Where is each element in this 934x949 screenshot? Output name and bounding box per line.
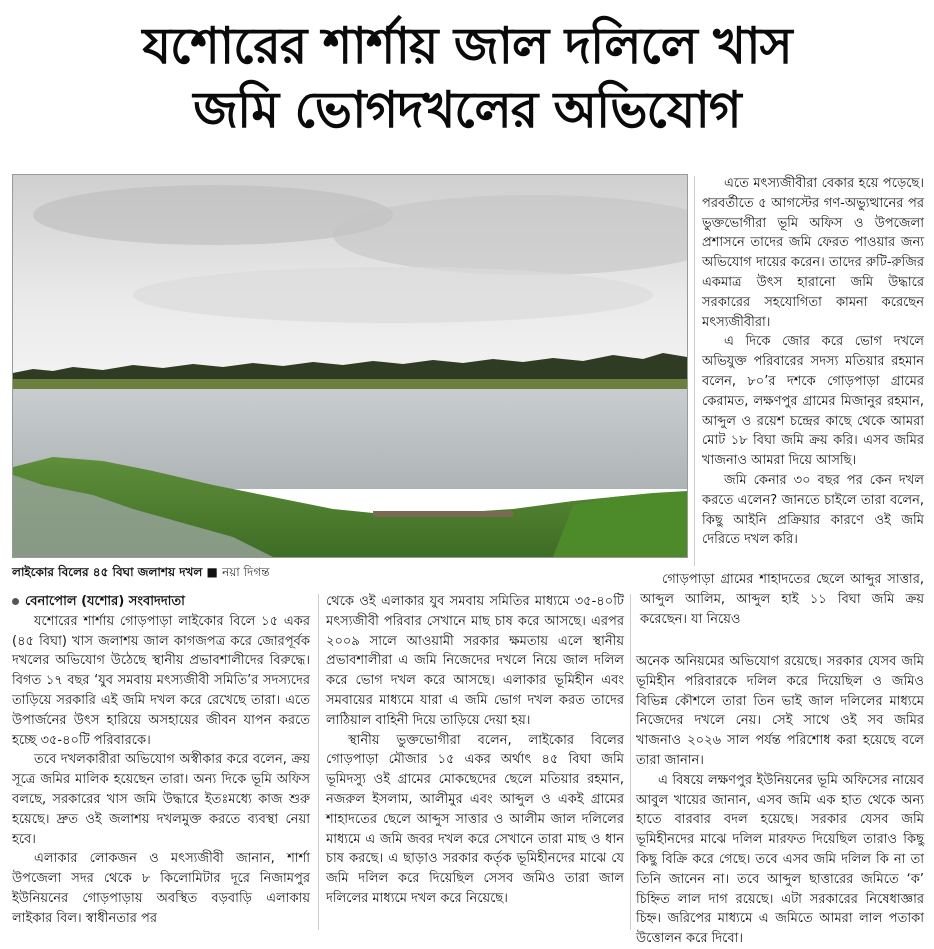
article-column-1 — [12, 592, 310, 929]
paragraph: জমি কেনার ৩০ বছর পর কেন দখল করতে এলেন? জানতে চাইলে তারা বলেন, কিছু আইনি প্রক্রিয়ার কারণে ওই জমি দেরিতে দখল করি। — [702, 472, 924, 548]
column-divider — [630, 594, 631, 930]
news-photo — [12, 174, 688, 558]
byline-bullet-icon — [12, 598, 19, 605]
paragraph: এতে মৎস্যজীবীরা বেকার হয়ে পড়েছে। পরবর্তীতে ৫ আগস্টের গণ-অভ্যুত্থানের পর ভুক্তভোগীরা ভূমি অফিস ও উপজেলা প্রশাসনে তাদের জমি ফেরত পাওয়ার জন্য অভিযোগ দায়ের করেন। তাদের রুটি-রুজির একমাত্র উৎস হারানো জমি উদ্ধারে সরকারের সহযোগিতা কামনা করেছেন মৎস্যজীবীরা। — [702, 176, 924, 330]
paragraph: স্থানীয় ভুক্তভোগীরা বলেন, লাইকোর বিলের গোড়পাড়া মৌজার ১৫ একর অর্থাৎ ৪৫ বিঘা জমি ভূমিদস্যু ওই গ্রামের মোকছেদের ছেলে মতিয়ার রহমান, নজরুল ইসলাম, আলীমুর এবং আব্দুল ও একই গ্রামের শাহাদতের ছেলে আব্দুস সাত্তার ও আলীম জাল দলিলের মাধ্যমে এ জমি জবর দখল করে সেখানে তারা মাছ ও ধান চাষ করছে। এ ছাড়াও সরকার কর্তৃক ভূমিহীনদের মাঝে যে জমি দলিল করে দিয়েছিল সেসব জমিও তারা জাল দলিলের মাধ্যমে দখল করে নিয়েছে। — [326, 732, 624, 906]
headline-line-2: জমি ভোগদখলের অভিযোগ — [193, 81, 741, 139]
photo-caption — [12, 564, 686, 580]
caption-text: লাইকোর বিলের ৪৫ বিঘা জলাশয় দখল — [12, 565, 203, 579]
byline — [12, 592, 310, 612]
article-column-3 — [636, 652, 924, 949]
article-column-right — [702, 174, 924, 550]
column-divider — [318, 594, 319, 930]
byline-text: বেনাপোল (যশোর) সংবাদদাতা — [25, 594, 185, 609]
article-column-2 — [326, 592, 624, 909]
paragraph: এ বিষয়ে লক্ষণপুর ইউনিয়নের ভূমি অফিসের নায়েব আবুল খায়ের জানান, এসব জমি এক হাত থেকে অন্য হাতে বারবার বদল হয়েছে। সরকার যেসব জমি ভূমিহীনদের মাঝে দলিল মারফত দিয়েছিল তারাও কিছু কিছু বিক্রি করে গেছে। তবে এসব জমি দলিল কি না তা তিনি জানেন না। তবে আব্দুল ছাত্তারের জমিতে ‘ক’ চিহ্নিত লাল দাগ রয়েছে। এটা সরকারের নিষেধাজ্ঞার চিহ্ন। জরিপের মাধ্যমে এ জমিতে আমরা লাল পতাকা উত্তোলন করে দিবো। — [636, 772, 924, 947]
paragraph: গোড়পাড়া গ্রামের শাহাদতের ছেলে আব্দুর সাত্তার, আব্দুল আলিম, আব্দুল হাই ১১ বিঘা জমি ক্রয় করেছেন। যা নিয়েও — [640, 572, 924, 627]
photo-credit: নয়া দিগন্ত — [222, 565, 270, 579]
paragraph: থেকে ওই এলাকার যুব সমবায় সমিতির মাধ্যমে ৩৫-৪০টি মৎস্যজীবী পরিবার সেখানে মাছ চাষ করে আসছে। এরপর ২০০৯ সালে আওয়ামী সরকার ক্ষমতায় এলে স্থানীয় প্রভাবশালীরা এ জমি নিজেদের দখলে নিয়ে জাল দলিল করে ভোগ দখল করে আসছে। এলাকার ভূমিহীন এবং সমবায়ের মাধ্যমে যারা এ জমি ভোগ দখল করত তাদের লাঠিয়াল বাহিনী দিয়ে তাড়িয়ে দেয়া হয়। — [326, 594, 624, 728]
caption-divider: ■ — [206, 565, 223, 579]
headline-line-1: যশোরের শার্শায় জাল দলিলে খাস — [142, 17, 792, 75]
column-divider — [694, 176, 695, 566]
headline — [0, 14, 934, 142]
article-column-3-top — [640, 570, 924, 629]
paragraph: তবে দখলকারীরা অভিযোগ অস্বীকার করে বলেন, ক্রয় সূত্রে জমির মালিক হয়েছেন তারা। অন্য দিকে ভূমি অফিস বলছে, সরকারের খাস জমি উদ্ধারে ইতঃমধ্যে কাজ শুরু হয়েছে। দ্রুত ওই জলাশয় দখলমুক্ত করতে ব্যবস্থা নেয়া হবে। — [12, 752, 310, 847]
lake-landscape-image — [13, 175, 687, 557]
paragraph: যশোরের শার্শায় গোড়পাড়া লাইকোর বিলে ১৫ একর (৪৫ বিঘা) খাস জলাশয় জাল কাগজপত্র করে জোরপূর্বক দখলের অভিযোগ উঠেছে স্থানীয় প্রভাবশালীদের বিরুদ্ধে। বিগত ১৭ বছর ‘যুব সমবায় মৎস্যজীবী সমিতি’র সদস্যদের তাড়িয়ে সরকারি এই জমি দখল করে রেখেছে তারা। এতে উপার্জনের উৎস হারিয়ে অসহায়ের জীবন যাপন করতে হচ্ছে ৩৫-৪০টি পরিবারকে। — [12, 613, 310, 748]
paragraph: এলাকার লোকজন ও মৎস্যজীবী জানান, শার্শা উপজেলা সদর থেকে ৮ কিলোমিটার দূরে নিজামপুর ইউনিয়নের গোড়পাড়ায় অবস্থিত বড়বাড়ি এলাকায় লাইকার বিল। স্বাধীনতার পর — [12, 851, 310, 926]
paragraph: অনেক অনিয়মের অভিযোগ রয়েছে। সরকার যেসব জমি ভূমিহীন পরিবারকে দলিল করে দিয়েছিল ও জমিও বিভিন্ন কৌশলে তারা তিন ভাই জাল দলিলের মাধ্যমে নিজেদের দখলে নেয়। সেই সাথে ওই সব জমির খাজনাও ২০২৬ সাল পর্যন্ত পরিশোধ করা হয়েছে বলে তারা জানান। — [636, 654, 924, 768]
paragraph: এ দিকে জোর করে ভোগ দখলে অভিযুক্ত পরিবারের সদস্য মতিয়ার রহমান বলেন, ৮০’র দশকে গোড়পাড়া গ্রামের কেরামত, লক্ষণপুর গ্রামের মিজানুর রহমান, আব্দুল ও রয়েশ চন্দ্রের কাছে থেকে আমরা মোট ১৮ বিঘা জমি ক্রয় করি। এসব জমির খাজনাও আমরা দিয়ে আসছি। — [702, 334, 924, 469]
